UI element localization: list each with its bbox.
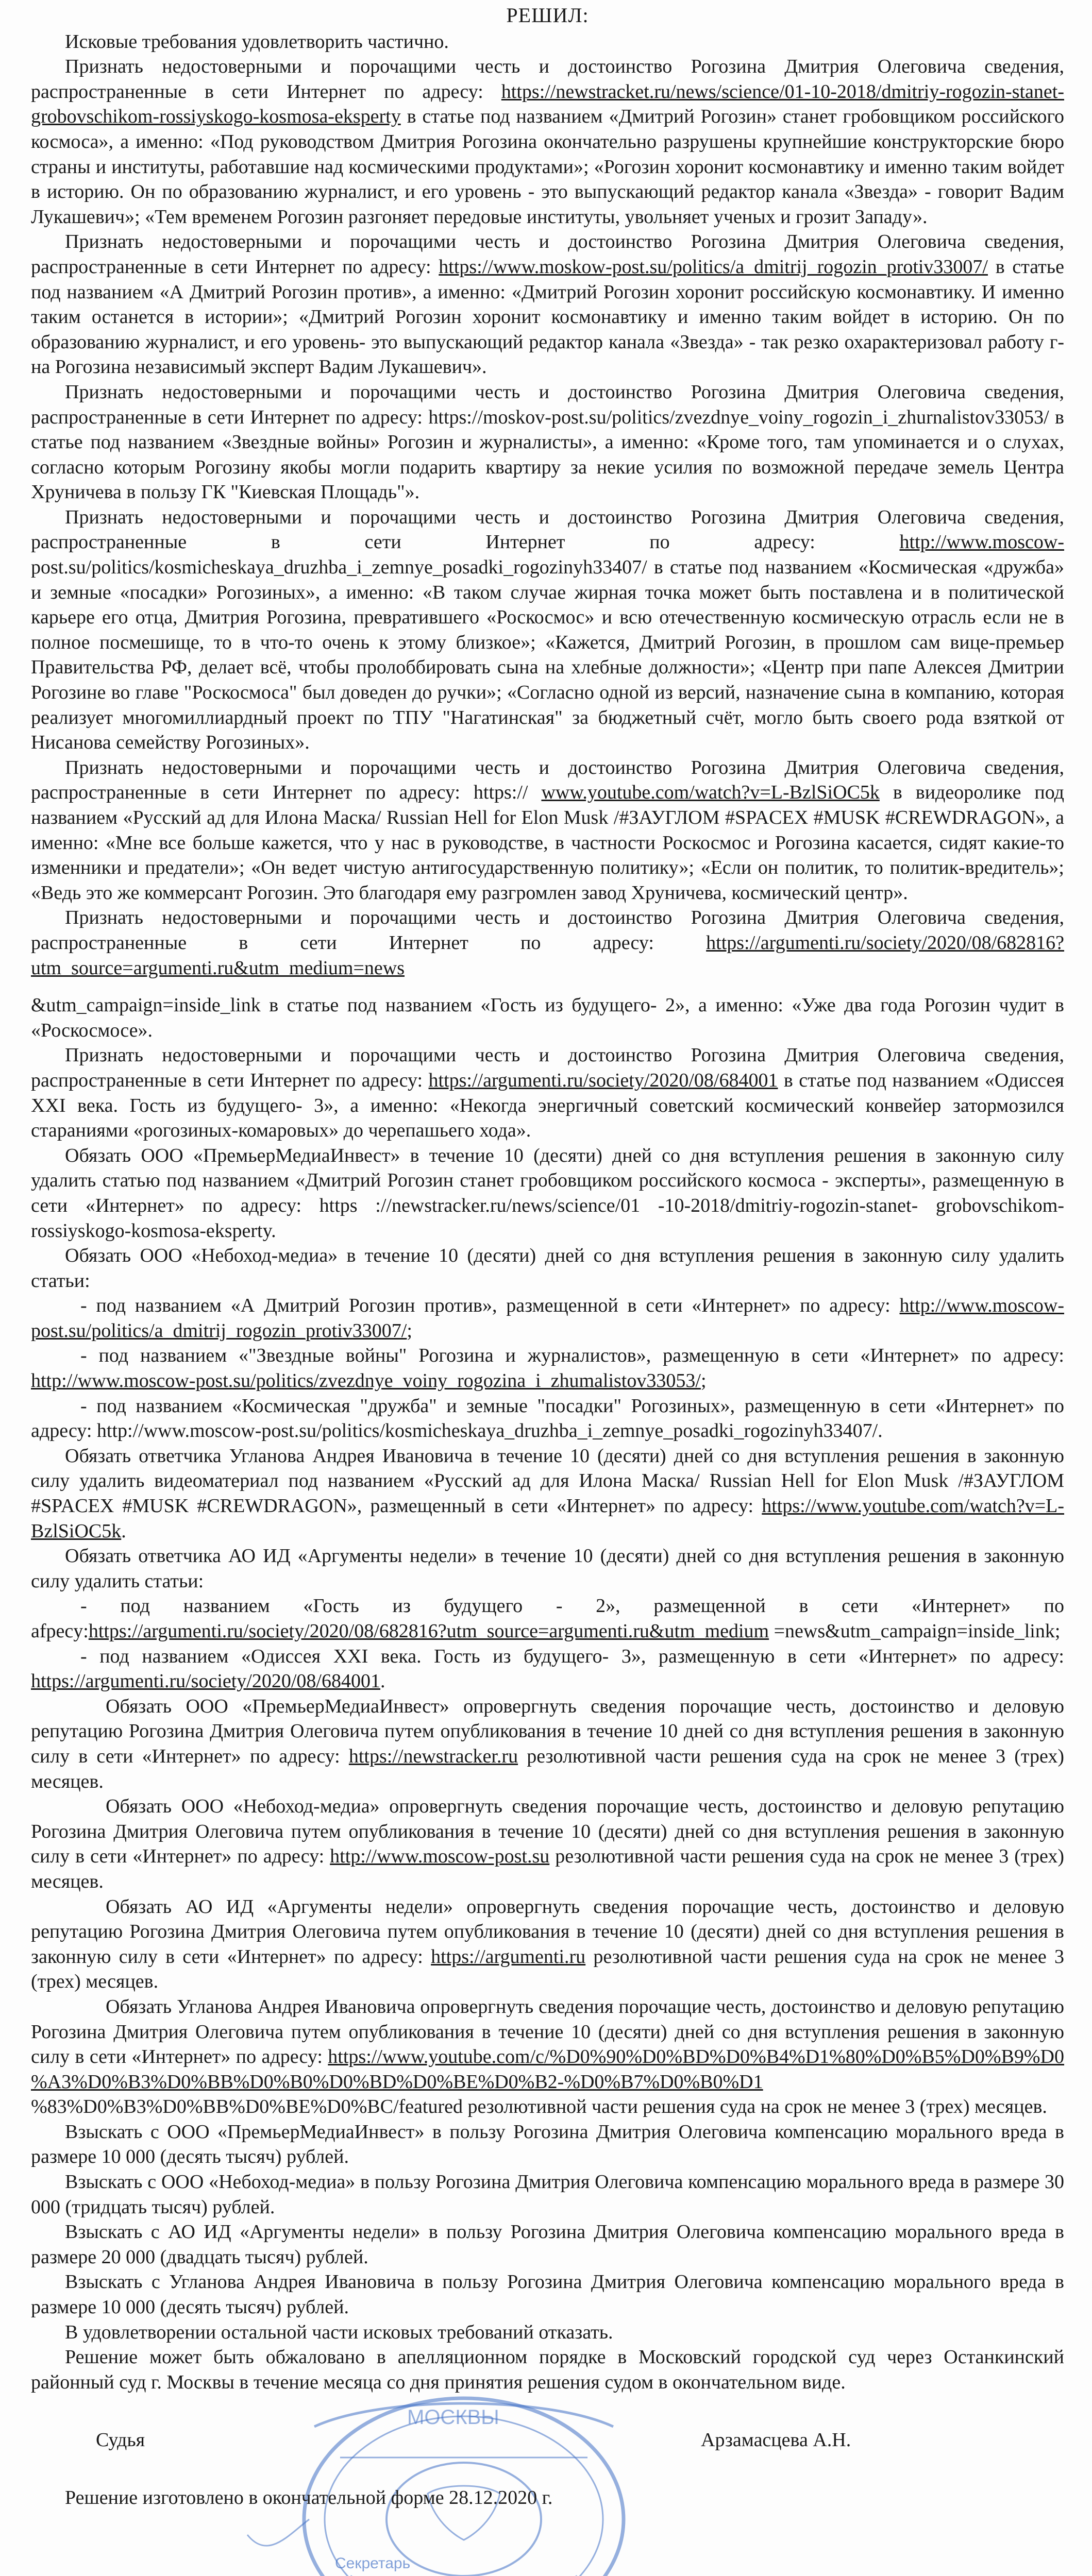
decision-paragraph (31, 993, 1064, 1043)
paragraph-text: В удовлетворении остальной части исковых требований отказать. (65, 2321, 613, 2343)
paragraph-text: Взыскать с ООО «ПремьерМедиаИнвест» в пользу Рогозина Дмитрия Олеговича компенсацию морального вреда в размере 10 000 (десять тысяч) рублей. (31, 2121, 1064, 2168)
url-text: https://newstracker.ru (348, 1745, 518, 1767)
judge-name: Арзамасцева А.Н. (701, 2429, 851, 2451)
paragraph-text: - под названием «Космическая "дружба" и земные "посадки" Рогозиных», размещенную в сети «Интернет» по адресу: http://www.moscow-post.su/politics/kosmicheskaya_druzhba_i_zemnye_posadki_rogozinyh33407/. (31, 1395, 1064, 1442)
decision-paragraph (31, 2170, 1064, 2219)
decision-paragraph (31, 2120, 1064, 2170)
decision-paragraph (31, 1994, 1064, 2120)
paragraph-text: Обязать ООО «Небоход-медиа» в течение 10 (десяти) дней со дня вступления решения в законную силу удалить статьи: (31, 1245, 1064, 1292)
paragraph-text: Признать недостоверными и порочащими честь и достоинство Рогозина Дмитрия Олеговича сведения, распространенные в сети Интернет по адресу: (31, 1044, 1064, 1091)
url-text: http://www.moscow- (899, 531, 1064, 553)
decision-paragraph (31, 1444, 1064, 1544)
paragraph-text: в статье под названием «Одиссея XXI века. Гость из будущего- 3», а именно: «Некогда энергичный советский космический конвейер затормозился стараниями «рогозиных-комаровых» до черепашьего хода». (31, 1069, 1064, 1142)
final-form-note: Решение изготовлено в окончательной форме 28.12.2020 г. (65, 2487, 553, 2509)
paragraph-text: Взыскать с АО ИД «Аргументы недели» в пользу Рогозина Дмитрия Олеговича компенсацию морального вреда в размере 20 000 (двадцать тысяч) рублей. (31, 2221, 1064, 2268)
url-text: https://argumenti.ru/society/2020/08/682816?utm_source=argumenti.ru&utm_medium=news (31, 931, 1064, 979)
paragraph-text: Признать недостоверными и порочащими честь и достоинство Рогозина Дмитрия Олеговича сведения, распространенные в сети Интернет по адресу: (31, 506, 1064, 553)
url-text: https://argumenti.ru/society/2020/08/682816?utm_source=argumenti.ru&utm_medium (88, 1620, 769, 1642)
paragraph-text: Обязать ООО «Небоход-медиа» опровергнуть сведения порочащие честь, достоинство и деловую репутацию Рогозина Дмитрия Олеговича путем опубликования в течение 10 (десяти) дней со дня вступления решения в законную силу в сети «Интернет» по адресу: (31, 1795, 1064, 1868)
decision-list-item (31, 1394, 1064, 1444)
judge-label: Судья (96, 2429, 145, 2451)
paragraph-text: Обязать АО ИД «Аргументы недели» опровергнуть сведения порочащие честь, достоинство и деловую репутацию Рогозина Дмитрия Олеговича путем опубликования в течение 10 (десяти) дней со дня вступления решения в законную силу в сети «Интернет» по адресу: (31, 1895, 1064, 1968)
url-text: https://argumenti.ru (431, 1945, 586, 1968)
decision-paragraph (31, 2345, 1064, 2395)
paragraph-text: Взыскать с Угланова Андрея Ивановича в пользу Рогозина Дмитрия Олеговича компенсацию морального вреда в размере 10 000 (десять тысяч) рублей. (31, 2271, 1064, 2318)
decision-paragraph (31, 54, 1064, 229)
decision-paragraph (31, 229, 1064, 380)
decision-paragraph (31, 905, 1064, 980)
url-text: http://www.moscow-post.su (330, 1845, 550, 1868)
url-text: https://argumenti.ru/society/2020/08/684001 (428, 1069, 778, 1091)
decision-paragraph (31, 1143, 1064, 1243)
paragraph-text: Обязать Угланова Андрея Ивановича опровергнуть сведения порочащие честь, достоинство и деловую репутацию Рогозина Дмитрия Олеговича путем опубликования в течение 10 (десяти) дней со дня вступления решения в законную силу в сети «Интернет» по адресу: (31, 1995, 1064, 2068)
decision-body (31, 29, 1064, 2395)
paragraph-text: %83%D0%B3%D0%BB%D0%BE%D0%BC/featured резолютивной части решения суда на срок не менее 3 (трех) месяцев. (31, 2096, 1047, 2118)
decision-paragraph (31, 380, 1064, 505)
paragraph-text: в статье под названием «Дмитрий Рогозин» станет гробовщиком российского космоса», а именно: «Под руководством Дмитрия Рогозина окончательно разрушены крупнейшие конструкторские бюро страны и институты, работавшие над космическими продуктами»; «Рогозин хоронит космонавтику и именно таким войдет в историю. Он по образованию журналист, и его уровень - это выпускающий редактор канала «Звезда» - говорит Вадим Лукашевич»; «Тем временем Рогозин разгоняет передовые институты, увольняет ученых и грозит Западу». (31, 106, 1064, 228)
signature-row (31, 2428, 1064, 2452)
paragraph-gap (31, 980, 1064, 993)
url-text: https://newstracket.ru/news/science/01-10-2018/dmitriy-rogozin-stanet-grobovschikom-rossiyskogo-kosmosa-eksperty (31, 80, 1064, 128)
url-text: https://www.youtube.com/watch?v=L-BzlSiOC5k (31, 1495, 1064, 1542)
url-text: http://www.moscow-post.su/politics/a_dmitrij_rogozin_protiv33007/ (31, 1295, 1064, 1342)
url-text: https://argumenti.ru/society/2020/08/684001 (31, 1670, 380, 1692)
paragraph-text: &utm_campaign=inside_link в статье под названием «Гость из будущего- 2», а именно: «Уже два года Рогозин чудит в «Роскосмосе». (31, 994, 1064, 1041)
decision-paragraph (31, 1043, 1064, 1143)
paragraph-text: Обязать ответчика Угланова Андрея Ивановича в течение 10 (десяти) дней со дня вступления решения в законную силу удалить видеоматериал под названием «Русский ад для Илона Маска/ Russian Hell for Elon Musk /#ЗАУГЛОМ #SPACEX #MUSK #CREWDRAGON», размещенный в сети «Интернет» по адресу: (31, 1445, 1064, 1517)
decision-paragraph (31, 2320, 1064, 2345)
paragraph-text: Обязать ООО «ПремьерМедиаИнвест» опровергнуть сведения порочащие честь, достоинство и деловую репутацию Рогозина Дмитрия Олеговича путем опубликования в течение 10 дней со дня вступления решения в законную силу в сети «Интернет» по адресу: (31, 1695, 1064, 1767)
paragraph-text: - под названием «А Дмитрий Рогозин против», размещенной в сети «Интернет» по адресу: (80, 1295, 900, 1317)
paragraph-text: . (380, 1670, 385, 1692)
decision-list-item (31, 1293, 1064, 1343)
paragraph-text: в видеоролике под названием «Русский ад для Илона Маска/ Russian Hell for Elon Musk /#ЗАУГЛОМ #SPACEX #MUSK #CREWDRAGON», а именно: «Мне все больше кажется, что у нас в руководстве, в частности Роскосмос и Рогозина касается, сидят какие-то изменники и предатели»; «Он ведет чистую антигосударственную политику»; «Если он политик, то политик-вредитель»; «Ведь это же коммерсант Рогозин. Это благодаря ему разгромлен завод Хруничева, космический центр». (31, 782, 1064, 904)
paragraph-text: post.su/politics/kosmicheskaya_druzhba_i_zemnye_posadki_rogozinyh33407/ в статье под названием «Космическая «дружба» и земные «посадки» Рогозиных», а именно: «В таком случае жирная точка может быть поставлена и в политической карьере его отца, Дмитрия Рогозина, превратившего «Роскосмос» и всю отечественную космическую отрасль если не в полное посмешище, то в что-то очень к этому близкое»; «Кажется, Дмитрий Рогозин, в прошлом сам вице-премьер Правительства РФ, делает всё, чтобы пролоббировать сына на хлебные должности»; «Центр при папе Алексея Дмитрии Рогозине во главе "Роскосмоса" был доведен до ручки»; «Согласно одной из версий, назначение сына в компанию, которая реализует многомиллиардный проект по ТПУ "Нагатинская" за бюджетный счёт, могло быть своего рода взяткой от Нисанова семейству Рогозиных». (31, 556, 1064, 754)
paragraph-text: Обязать ответчика АО ИД «Аргументы недели» в течение 10 (десяти) дней со дня вступления решения в законную силу удалить статьи: (31, 1545, 1064, 1592)
decision-paragraph (31, 1544, 1064, 1594)
paragraph-text: Взыскать с ООО «Небоход-медиа» в пользу Рогозина Дмитрия Олеговича компенсацию морального вреда в размере 30 000 (тридцать тысяч) рублей. (31, 2171, 1064, 2218)
paragraph-text: Решение может быть обжаловано в апелляционном порядке в Московский городской суд через Останкинский районный суд г. Москвы в течение месяца со дня принятия решения судом в окончательном виде. (31, 2346, 1064, 2393)
paragraph-text: резолютивной части решения суда на срок не менее 3 (трех) месяцев. (31, 1845, 1064, 1892)
decision-paragraph (31, 755, 1064, 906)
stamp-text-city: МОСКВЫ (407, 2406, 499, 2429)
paragraph-text: резолютивной части решения суда на срок не менее 3 (трех) месяцев. (31, 1945, 1064, 1993)
paragraph-text: - под названием «"Звездные войны" Рогозина и журналистов», размещенную в сети «Интернет» по адресу: (80, 1345, 1064, 1367)
paragraph-text: - под названием «Гость из будущего - 2», размещенной в сети «Интернет» по аfpecy: (31, 1595, 1064, 1642)
paragraph-text: . (121, 1520, 126, 1542)
url-text: www.youtube.com/watch?v=L-BzlSiOC5k (541, 782, 880, 804)
decision-paragraph (31, 1894, 1064, 1994)
decision-paragraph (31, 2269, 1064, 2319)
paragraph-text: =news&utm_campaign=inside_link; (769, 1620, 1061, 1642)
decision-heading: РЕШИЛ: (506, 4, 589, 27)
decision-paragraph (31, 505, 1064, 755)
url-text: https://www.youtube.com/c/%D0%90%D0%BD%D0%B4%D1%80%D0%B5%D0%B9%D0 %A3%D0%B3%D0%BB%D0%B0%D0%BD%D0%BE%D0%B2-%D0%B7%D0%B0%D1 (31, 2046, 1064, 2093)
court-decision (31, 3, 1064, 2511)
paragraph-text: ; (407, 1319, 412, 1342)
paragraph-text: Признать недостоверными и порочащими честь и достоинство Рогозина Дмитрия Олеговича сведения, распространенные в сети Интернет по адресу: (31, 907, 1064, 954)
decision-paragraph (31, 1243, 1064, 1293)
url-text: https://www.moskow-post.su/politics/a_dmitrij_rogozin_protiv33007/ (439, 256, 988, 278)
decision-paragraph (31, 1694, 1064, 1794)
decision-paragraph (31, 29, 1064, 55)
decision-paragraph (31, 2219, 1064, 2269)
decision-list-item (31, 1594, 1064, 1643)
paragraph-text: Признать недостоверными и порочащими честь и достоинство Рогозина Дмитрия Олеговича сведения, распространенные в сети Интернет по адресу: https://moskov-post.su/politics/zvezdnye_voiny_rogozin_i_zhurnalistov33053/ в статье под названием «Звездные войны» Рогозин и журналисты», а именно: «Кроме того, там упоминается и о слухах, согласно которым Рогозину якобы могли подарить квартиру за некие усилия по возможной передаче земель Центра Хруничева в пользу ГК "Киевская Площадь"». (31, 381, 1064, 503)
paragraph-text: Исковые требования удовлетворить частично. (65, 30, 449, 53)
url-text: http://www.moscow-post.su/politics/zvezdnye_voiny_rogozina_i_zhumalistov33053/ (31, 1370, 701, 1392)
decision-list-item (31, 1343, 1064, 1393)
paragraph-text: Признать недостоверными и порочащими честь и достоинство Рогозина Дмитрия Олеговича сведения, распространенные в сети Интернет по адресу: https:// (31, 756, 1064, 804)
paragraph-text: - под названием «Одиссея XXI века. Гость из будущего- 3», размещенную в сети «Интернет» по адресу: (80, 1645, 1064, 1667)
paragraph-text: Признать недостоверными и порочащими честь и достоинство Рогозина Дмитрия Олеговича сведения, распространенные в сети Интернет по адресу: (31, 56, 1064, 103)
paragraph-text: ; (700, 1370, 707, 1392)
paragraph-text: Признать недостоверными и порочащими честь и достоинство Рогозина Дмитрия Олеговича сведения, распространенные в сети Интернет по адресу: (31, 231, 1064, 278)
stamp-text-secretary: Секретарь (335, 2555, 411, 2572)
paragraph-text: в статье под названием «А Дмитрий Рогозин против», а именно: «Дмитрий Рогозин хоронит российскую космонавтику. И именно таким останется в истории»; «Дмитрий Рогозин хоронит космонавтику и именно таким войдет в историю. Он по образованию журналист, и его уровень- это выпускающий редактор канала «Звезда» - так резко охарактеризовал работу г-на Рогозина независимый эксперт Вадим Лукашевич». (31, 256, 1064, 378)
paragraph-text: резолютивной части решения суда на срок не менее 3 (трех) месяцев. (31, 1745, 1064, 1792)
decision-paragraph (31, 1794, 1064, 1894)
paragraph-text: Обязать ООО «ПремьерМедиаИнвест» в течение 10 (десяти) дней со дня вступления решения в законную силу удалить статью под названием «Дмитрий Рогозин станет гробовщиком российского космоса - эксперты», размещенную в сети «Интернет» по адресу: https ://newstracker.ru/news/science/01 -10-2018/dmitriy-rogozin-stanet- grobovschikom-rossiyskogo-kosmosa-eksperty. (31, 1144, 1064, 1242)
decision-list-item (31, 1644, 1064, 1694)
